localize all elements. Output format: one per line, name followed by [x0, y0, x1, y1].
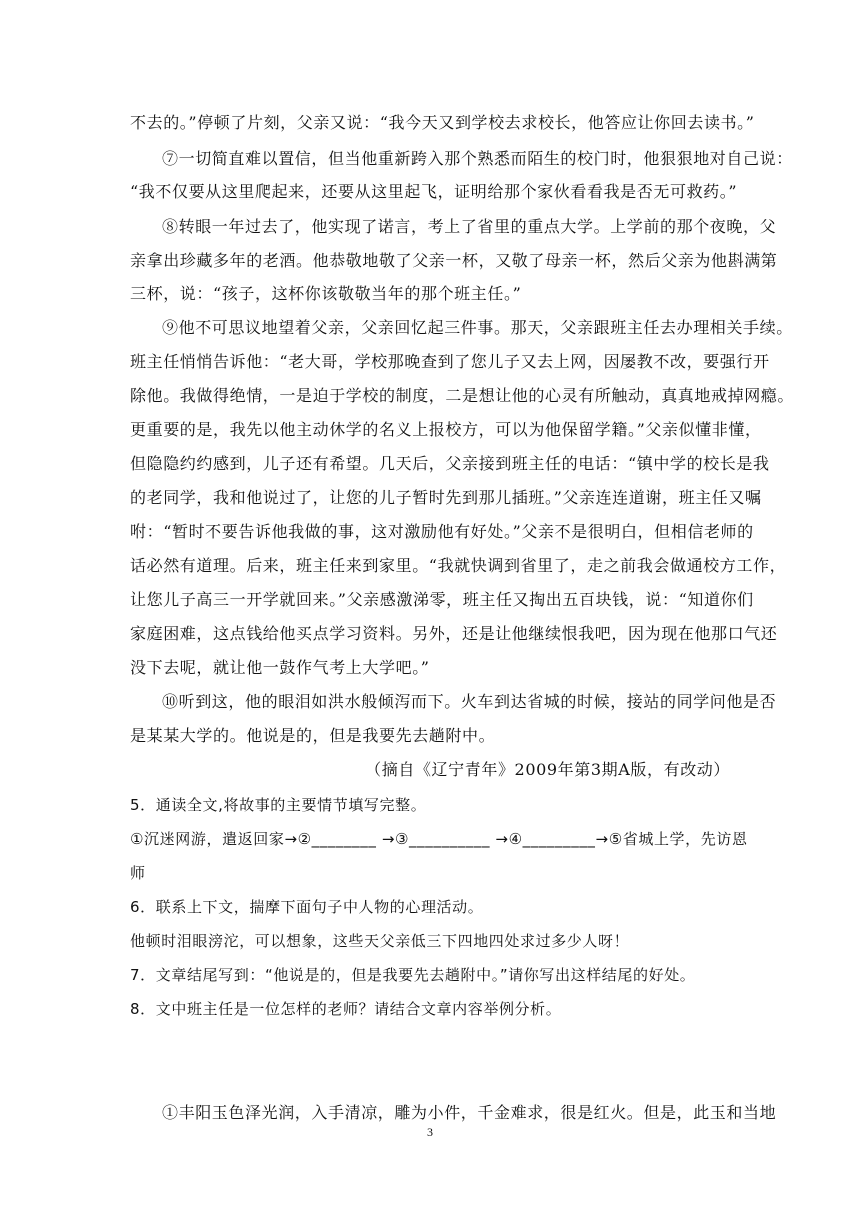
page-number: 3 [427, 1125, 433, 1139]
passage-line: 三杯，说：“孩子，这杯你该敬敬当年的那个班主任。” [130, 284, 522, 303]
passage-line: 更重要的是，我先以他主动休学的名义上报校方，可以为他保留学籍。”父亲似懂非懂， [130, 420, 762, 439]
passage-line: 是某某大学的。他说是的，但是我要先去趟附中。 [130, 726, 496, 745]
next-passage-line: ①丰阳玉色泽光润，入手清凉，雕为小件，千金难求，很是红火。但是，此玉和当地 [162, 1103, 777, 1122]
passage-line: “我不仅要从这里爬起来，还要从这里起飞，证明给那个家伙看看我是否无可救药。” [130, 182, 738, 201]
passage-line: ⑦一切简直难以置信，但当他重新跨入那个熟悉而陌生的校门时，他狠狠地对自己说： [162, 149, 793, 168]
question-5: 5．通读全文,将故事的主要情节填写完整。 [130, 796, 427, 814]
source-citation: （摘自《辽宁青年》2009年第3期A版，有改动） [365, 760, 730, 779]
passage-line: 让您儿子高三一开学就回来。”父亲感激涕零，班主任又掏出五百块钱，说：“知道你们 [130, 590, 754, 609]
passage-line: 话必然有道理。后来，班主任来到家里。“我就快调到省里了，走之前我会做通校方工作， [130, 556, 787, 575]
passage-line: 但隐隐约约感到，儿子还有希望。几天后，父亲接到班主任的电话：“镇中学的校长是我 [130, 454, 770, 473]
passage-line: 的老同学，我和他说过了，让您的儿子暂时先到那儿插班。”父亲连连道谢，班主任又嘱 [130, 488, 762, 507]
passage-line: 咐：“暂时不要告诉他我做的事，这对激励他有好处。”父亲不是很明白，但相信老师的 [130, 522, 754, 541]
question-7: 7．文章结尾写到：“他说是的，但是我要先去趟附中。”请你写出这样结尾的好处。 [130, 966, 696, 984]
passage-line: ⑩听到这，他的眼泪如洪水般倾泻而下。火车到达省城的时候，接站的同学问他是否 [162, 692, 777, 711]
question-5-plot-blanks: ①沉迷网游，遣返回家→②________ →③__________ →④_________→⑤省城上学，先访恩 [130, 830, 748, 848]
passage-line: 亲拿出珍藏多年的老酒。他恭敬地敬了父亲一杯，又敬了母亲一杯，然后父亲为他斟满第 [130, 251, 778, 270]
passage-line: 班主任悄悄告诉他：“老大哥，学校那晚查到了您儿子又去上网，因屡教不改，要强行开 [130, 352, 770, 371]
question-5-plot-blanks-cont: 师 [130, 864, 146, 882]
passage-line: 没下去呢，就让他一鼓作气考上大学吧。” [130, 658, 430, 677]
question-6: 6．联系上下文，揣摩下面句子中人物的心理活动。 [130, 898, 484, 916]
passage-line: 除他。我做得绝情，一是迫于学校的制度，二是想让他的心灵有所触动，真真地戒掉网瘾。 [130, 386, 795, 405]
question-8: 8．文中班主任是一位怎样的老师？请结合文章内容举例分析。 [130, 1000, 562, 1018]
passage-line: 不去的。”停顿了片刻，父亲又说：“我今天又到学校去求校长，他答应让你回去读书。” [130, 113, 755, 132]
passage-line: 家庭困难，这点钱给他买点学习资料。另外，还是让他继续恨我吧，因为现在他那口气还 [130, 624, 778, 643]
question-6-sentence: 他顿时泪眼滂沱，可以想象，这些天父亲低三下四地四处求过多少人呀！ [130, 932, 630, 950]
passage-line: ⑨他不可思议地望着父亲，父亲回忆起三件事。那天，父亲跟班主任去办理相关手续。 [162, 318, 793, 337]
passage-line: ⑧转眼一年过去了，他实现了诺言，考上了省里的重点大学。上学前的那个夜晚，父 [162, 217, 777, 236]
